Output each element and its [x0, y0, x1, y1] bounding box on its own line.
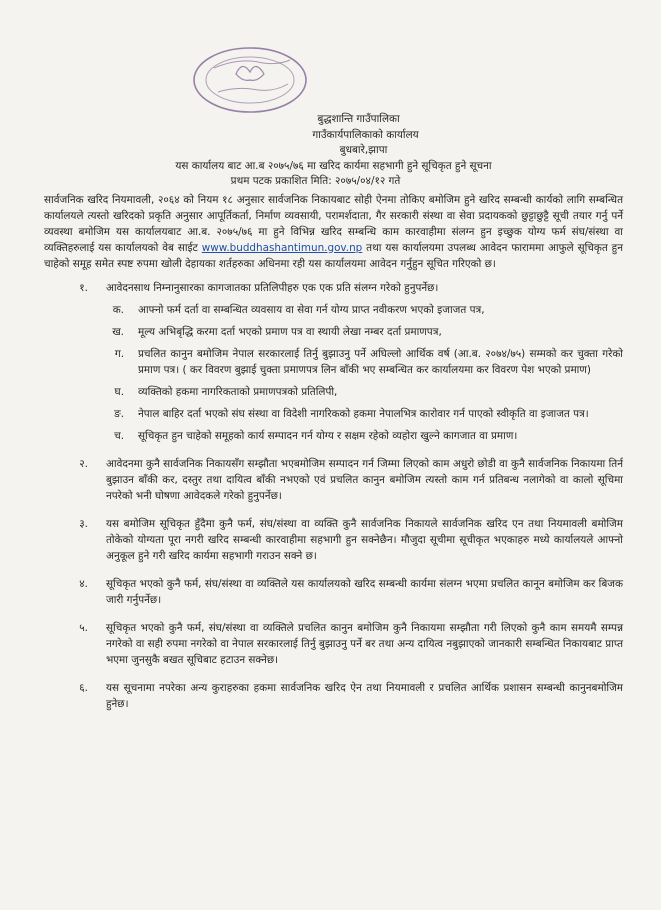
sub-item-letter: घ.	[114, 385, 124, 398]
condition-item-1	[44, 280, 623, 296]
sub-item-letter: च.	[114, 429, 124, 442]
item-text: आवेदनसाथ निम्नानुसारका कागजातका प्रतिलिपीहरु एक एक प्रति संलग्न गरेको हुनुपर्नेछ।	[106, 281, 439, 294]
publish-date: प्रथम पटक प्रकाशित मिति: २०७५/०४/१२ गते	[230, 175, 401, 187]
condition-item-4	[44, 576, 623, 608]
office-name: गाउँकार्यपालिकाको कार्यालय	[312, 128, 419, 141]
sub-item-nga	[44, 406, 623, 422]
item-text: यस बमोजिम सूचिकृत हुँदैमा कुनै फर्म, संघ/संस्था वा व्यक्ति कुनै सार्वजनिक निकायले सार्वजनिक खरिद एन तथा नियमावली बमोजिम तोकेको योग्यता पूरा नगरी खरिद सम्बन्धी कारवाहीमा सहभागी हुन सक्नेछैन। मौजुदा सूचीमा सूचीकृत भएकाहरु मध्ये कार्यालयले आफ्नो अनुकूल हुने गरी खरिद कार्यमा सहभागी गराउन सक्ने छ।	[106, 517, 623, 562]
sub-item-letter: ख.	[112, 325, 124, 338]
sub-item-letter: ङ.	[114, 407, 124, 420]
office-seal-stamp	[188, 40, 318, 118]
sub-item-text: मूल्य अभिबृद्धि करमा दर्ता भएको प्रमाण पत्र वा स्थायी लेखा नम्बर दर्ता प्रमाणपत्र,	[138, 325, 442, 338]
notice-title: यस कार्यालय बाट आ.ब २०७५/७६ मा खरिद कार्यमा सहभागी हुने सूचिकृत हुने सूचना	[175, 159, 492, 172]
sub-item-text: व्यक्तिको हकमा नागरिकताको प्रमाणपत्रको प्रतिलिपी,	[138, 385, 338, 398]
item-number: ३.	[79, 517, 88, 530]
sub-item-text: प्रचलित कानुन बमोजिम नेपाल सरकारलाई तिर्नु बुझाउनु पर्ने अघिल्लो आर्थिक वर्ष (आ.ब. २०७४/७५) सम्मको कर चुक्ता गरेको प्रमाण पत्र। ( कर विवरण बुझाई चुक्ता प्रमाणपत्र लिन बाँकी भए सम्बन्धित कर कार्यालयमा कर विवरण पेश भएको प्रमाण)	[138, 347, 623, 376]
office-address: बुधबारे,झापा	[339, 144, 388, 156]
item-text: आवेदनमा कुनै सार्वजनिक निकायसँग सम्झौता भएबमोजिम सम्पादन गर्न जिम्मा लिएको काम अधुरो छोडी वा कुनै सार्वजनिक निकायमा तिर्न बुझाउन बाँकी कर, दस्तुर तथा दायित्व बाँकी नभएको एवं प्रचलित कानुन बमोजिम त्यस्तो काम गर्न प्रतिबन्ध नलागेको वा कालो सूचिमा नपरेको भनी घोषणा आवेदकले गरेको हुनुपर्नेछ।	[106, 457, 623, 502]
item-number: ४.	[79, 577, 88, 590]
condition-item-5	[44, 620, 623, 668]
item-number: ५.	[79, 621, 88, 634]
sub-item-letter: ग.	[114, 347, 124, 360]
item-text: सूचिकृत भएको कुनै फर्म, संघ/संस्था वा व्यक्तिले प्रचलित कानुन बमोजिम कुनै निकायमा सम्झौता गरी लिएको कुनै काम समयमै सम्पन्न नगरेको वा सही रुपमा नगरेको वा नेपाल सरकारलाई तिर्नु बुझाउनु पर्ने बर तथा अन्य दायित्व नबुझाएको जानकारी सम्बन्धित निकायबाट प्राप्त भएमा जुनसुकै बखत सूचिबाट हटाउन सक्नेछ।	[106, 621, 623, 666]
condition-item-6	[44, 680, 623, 712]
sub-item-text: आफ्नो फर्म दर्ता वा सम्बन्धित व्यवसाय वा सेवा गर्न योग्य प्राप्त नवीकरण भएको इजाजत पत्र,	[138, 303, 485, 316]
condition-item-3	[44, 516, 623, 564]
sub-item-ka	[44, 302, 623, 318]
sub-item-cha	[44, 428, 623, 444]
item-number: २.	[79, 457, 88, 470]
intro-paragraph	[44, 192, 623, 272]
sub-item-kha	[44, 324, 623, 340]
intro-text-before: सार्वजनिक खरिद नियमावली, २०६४ को नियम १८ अनुसार सार्वजनिक निकायबाट सोही ऐनमा तोकिए बमोजिम हुने खरिद सम्बन्धी कार्यको लागि सम्बन्धित कार्यालयले त्यस्तो खरिदको प्रकृति अनुसार आपूर्तिकर्ता, निर्माण व्यवसायी, परामर्शदाता, गैर सरकारी संस्था वा सेवा प्रदायकको छुट्टाछुट्टै सूची तयार गर्नु पर्ने व्यवस्था बमोजिम यस कार्यालयबाट आ.ब. २०७५/७६ मा हुने विभिन्न खरिद सम्बन्धि काम कारवाहीमा संलग्न हुन इच्छुक योग्य फर्म संघ/संस्था वा व्यक्तिहरुलाई यस कार्यालयको वेब साईट	[44, 193, 623, 254]
sub-item-letter: क.	[112, 303, 124, 316]
condition-item-2	[44, 456, 623, 504]
municipality-name: बुद्धशान्ति गाउँपालिका	[317, 113, 400, 125]
website-link[interactable]: www.buddhashantimun.gov.np	[201, 241, 363, 254]
item-text: यस सूचनामा नपरेका अन्य कुराहरुका हकमा सार्वजनिक खरिद ऐन तथा नियमावली र प्रचलित आर्थिक प्रशासन सम्बन्धी कानुनबमोजिम हुनेछ।	[106, 681, 623, 710]
sub-item-text: नेपाल बाहिर दर्ता भएको संघ संस्था वा विदेशी नागरिकको हकमा नेपालभित्र कारोवार गर्न पाएको स्वीकृति वा इजाजत पत्र।	[138, 407, 589, 420]
intro-text-after: तथा यस कार्यालयमा उपलब्ध आवेदन फाराममा आफुले सूचिकृत हुन चाहेको समूह समेत स्पष्ट रुपमा खोली देहायका शर्तहरुका अधिनमा रही यस कार्यालयमा आवेदन गर्नुहुन सूचित गरिएको छ।	[44, 241, 623, 270]
item-text: सूचिकृत भएको कुनै फर्म, संघ/संस्था वा व्यक्तिले यस कार्यालयको खरिद सम्बन्धी कार्यमा संलग्न भएमा प्रचलित कानून बमोजिम कर बिजक जारी गर्नुपर्नेछ।	[106, 577, 623, 606]
item-number: ६.	[79, 681, 88, 694]
notice-header	[44, 0, 623, 190]
item-number: १.	[79, 281, 88, 294]
sub-item-gha	[44, 384, 623, 400]
sub-item-ga	[44, 346, 623, 378]
sub-item-text: सूचिकृत हुन चाहेको समूहको कार्य सम्पादन गर्न योग्य र सक्षम रहेको व्यहोरा खुल्ने कागजात वा प्रमाण।	[138, 429, 518, 442]
